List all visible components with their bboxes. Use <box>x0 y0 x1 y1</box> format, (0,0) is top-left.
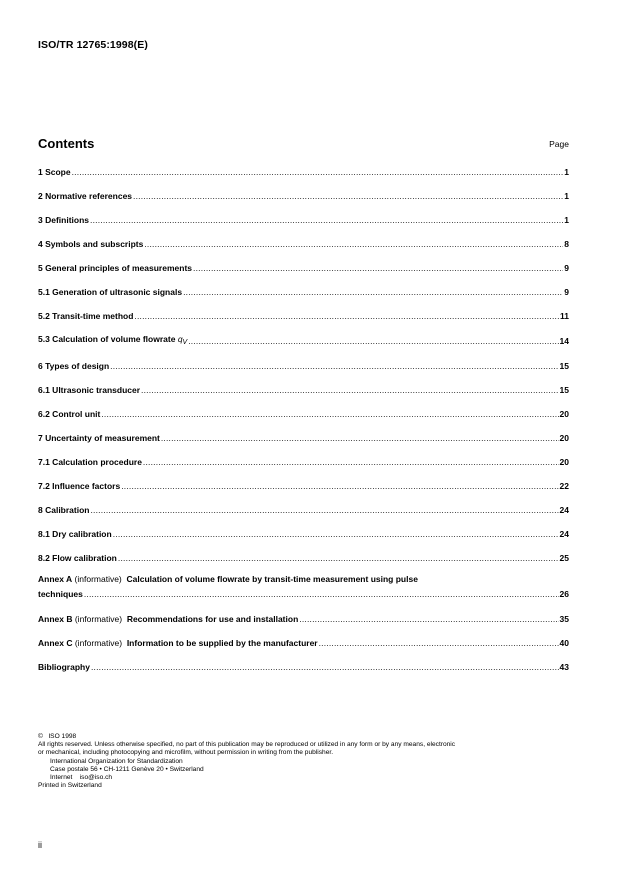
contents-title: Contents <box>38 136 95 151</box>
toc-entry-page: 35 <box>559 614 569 624</box>
annex-label: Annex A <box>38 574 73 584</box>
org-address: Case postale 56 • CH-1211 Genève 20 • Switzerland <box>50 765 204 773</box>
toc-entry[interactable] <box>38 332 569 346</box>
toc-entry-annex-b[interactable] <box>38 610 569 624</box>
toc-entry-page: 11 <box>560 311 569 321</box>
toc-entry-text: 5.1 Generation of ultrasonic signals <box>38 287 183 297</box>
leader-dots <box>141 385 558 395</box>
toc-entry[interactable] <box>38 163 569 177</box>
toc-entry-page: 24 <box>559 529 569 539</box>
leader-dots <box>113 529 559 539</box>
toc-annex-a-title-line1[interactable] <box>38 574 418 584</box>
toc-entry-text: 7.2 Influence factors <box>38 481 121 491</box>
toc-entry-text: 7.1 Calculation procedure <box>38 457 142 467</box>
toc-entry[interactable] <box>38 187 569 201</box>
toc-entry[interactable] <box>38 357 569 371</box>
toc-entry[interactable] <box>38 549 569 563</box>
leader-dots <box>90 215 563 225</box>
annex-note: (informative) <box>72 574 122 584</box>
annex-title: Calculation of volume flowrate by transit-time measurement using pulse <box>126 574 418 584</box>
toc-entry[interactable] <box>38 525 569 539</box>
leader-dots <box>101 409 558 419</box>
toc-entry-text <box>38 334 187 346</box>
toc-entry-page: 1 <box>564 215 569 225</box>
leader-dots <box>72 167 564 177</box>
leader-dots <box>183 287 563 297</box>
toc-entry-page: 9 <box>564 287 569 297</box>
leader-dots <box>143 457 559 467</box>
toc-entry[interactable] <box>38 283 569 297</box>
annex-title: Recommendations for use and installation <box>126 614 299 624</box>
rights-line-1: All rights reserved. Unless otherwise specified, no part of this publication may be reproduced or utilized in any form or by any means, electronic <box>38 741 456 749</box>
toc-entry[interactable] <box>38 307 569 321</box>
toc-entry-page: 14 <box>559 336 569 346</box>
toc-entry[interactable] <box>38 259 569 273</box>
page-number: ii <box>38 840 42 850</box>
toc-entry-text: 5 General principles of measurements <box>38 263 193 273</box>
toc-entry-text: 1 Scope <box>38 167 71 177</box>
leader-dots <box>133 191 563 201</box>
toc-entry-text: 7 Uncertainty of measurement <box>38 433 160 443</box>
toc-entry[interactable] <box>38 211 569 225</box>
toc-entry-text: 8.2 Flow calibration <box>38 553 117 563</box>
toc-entry[interactable] <box>38 453 569 467</box>
toc-entry[interactable] <box>38 477 569 491</box>
toc-entry-page: 25 <box>559 553 569 563</box>
toc-entry-page: 43 <box>559 662 569 672</box>
toc-entry-page: 24 <box>559 505 569 515</box>
leader-dots <box>193 263 563 273</box>
annex-title: Information to be supplied by the manufacturer <box>126 638 318 648</box>
org-internet: Internet iso@iso.ch <box>50 774 113 782</box>
toc-entry-annex-c[interactable] <box>38 634 569 648</box>
toc-entry-text: 2 Normative references <box>38 191 133 201</box>
leader-dots <box>118 553 559 563</box>
toc-entry[interactable] <box>38 235 569 249</box>
leader-dots <box>161 433 559 443</box>
leader-dots <box>121 481 558 491</box>
toc-entry[interactable] <box>38 405 569 419</box>
leader-dots <box>91 662 559 672</box>
toc-entry-page: 26 <box>559 589 569 599</box>
copyright-line: © ISO 1998 <box>38 733 77 740</box>
toc-entry-text <box>38 614 298 624</box>
toc-entry-page: 1 <box>564 167 569 177</box>
toc-entry[interactable] <box>38 501 569 515</box>
toc-entry-text: Bibliography <box>38 662 90 672</box>
toc-entry-text: 4 Symbols and subscripts <box>38 239 144 249</box>
annex-note: (informative) <box>72 638 123 648</box>
toc-entry-page: 9 <box>564 263 569 273</box>
toc-entry-page: 20 <box>559 433 569 443</box>
leader-dots <box>299 614 558 624</box>
org-name: International Organization for Standardization <box>50 757 183 765</box>
toc-entry-page: 15 <box>559 385 569 395</box>
toc-entry-annex-a[interactable] <box>38 585 569 599</box>
leader-dots <box>134 311 559 321</box>
toc-entry-text: 8 Calibration <box>38 505 90 515</box>
toc-entry-text: 6 Types of design <box>38 361 110 371</box>
leader-dots <box>188 336 558 346</box>
toc-entry-label: 5.3 Calculation of volume flowrate <box>38 334 178 344</box>
printed-in: Printed in Switzerland <box>38 782 102 790</box>
leader-dots <box>110 361 558 371</box>
toc-entry-page: 1 <box>564 191 569 201</box>
toc-entry-page: 20 <box>559 457 569 467</box>
toc-entry-text: 8.1 Dry calibration <box>38 529 112 539</box>
flowrate-symbol: q <box>177 334 183 344</box>
toc-entry-page: 20 <box>559 409 569 419</box>
leader-dots <box>144 239 563 249</box>
toc-entry-text: 6.1 Ultrasonic transducer <box>38 385 141 395</box>
annex-label: Annex C <box>38 638 73 648</box>
toc-entry-page: 40 <box>559 638 569 648</box>
page-column-label: Page <box>549 139 569 149</box>
toc-entry-page: 22 <box>559 481 569 491</box>
document-header-id: ISO/TR 12765:1998(E) <box>38 39 148 51</box>
annex-label: Annex B <box>38 614 73 624</box>
flowrate-subscript: V <box>182 339 188 346</box>
leader-dots <box>319 638 559 648</box>
rights-line-2: or mechanical, including photocopying and microfilm, without permission in writing from the publisher. <box>38 749 334 757</box>
leader-dots <box>84 589 559 599</box>
toc-entry-page: 15 <box>559 361 569 371</box>
toc-entry-bibliography[interactable] <box>38 658 569 672</box>
toc-entry-text: 3 Definitions <box>38 215 90 225</box>
annex-note: (informative) <box>72 614 123 624</box>
toc-entry[interactable] <box>38 429 569 443</box>
copyright-footer <box>38 733 578 790</box>
leader-dots <box>90 505 558 515</box>
toc-entry-text: 6.2 Control unit <box>38 409 101 419</box>
toc-entry[interactable] <box>38 381 569 395</box>
toc-entry-text <box>38 638 318 648</box>
toc-entry-text: 5.2 Transit-time method <box>38 311 134 321</box>
toc-entry-page: 8 <box>564 239 569 249</box>
annex-title-cont: techniques <box>38 589 83 599</box>
